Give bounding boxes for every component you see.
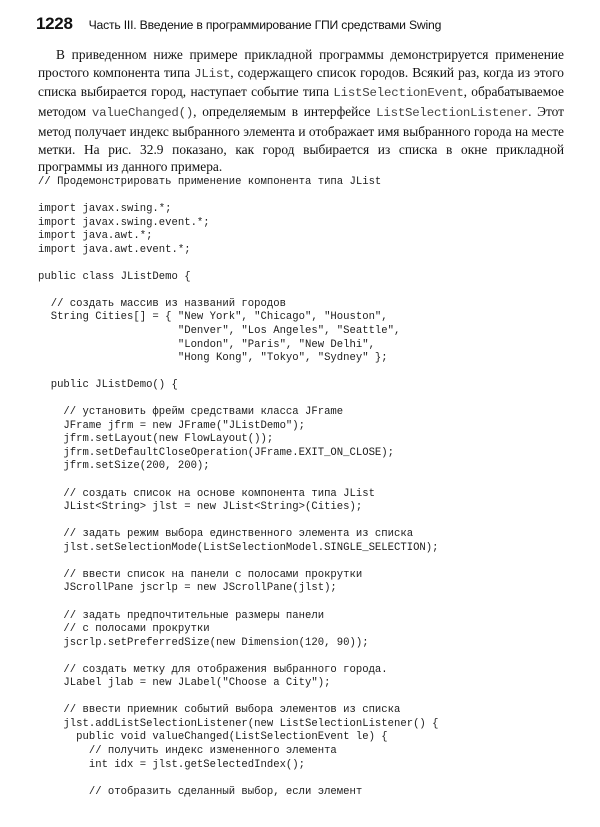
- code-line: JList<String> jlst = new JList<String>(Cities);: [38, 501, 363, 514]
- intro-paragraph: [38, 46, 564, 176]
- code-line: // ввести приемник событий выбора элементов из списка: [38, 704, 401, 717]
- code-line: "Hong Kong", "Tokyo", "Sydney" };: [38, 352, 388, 365]
- code-line: "London", "Paris", "New Delhi",: [38, 338, 375, 351]
- code-line: import java.awt.event.*;: [38, 243, 191, 256]
- code-line: [38, 257, 578, 271]
- code-line: // установить фрейм средствами класса JFrame: [38, 406, 344, 419]
- intro-text-3: , обрабатываемое методом: [38, 84, 564, 120]
- code-line: public JListDemo() {: [38, 379, 178, 392]
- code-line: jscrlp.setPreferredSize(new Dimension(120, 90));: [38, 636, 369, 649]
- code-line: import javax.swing.event.*;: [38, 216, 210, 229]
- code-line: // создать массив из названий городов: [38, 297, 286, 310]
- code-line: // задать предпочтительные размеры панели: [38, 609, 325, 622]
- code-listing: [38, 176, 578, 799]
- code-line: [38, 393, 578, 407]
- running-title: Часть III. Введение в программирование ГПИ средствами Swing: [88, 18, 442, 32]
- code-line: import java.awt.*;: [38, 230, 153, 243]
- code-line: [38, 772, 578, 786]
- intro-text-2: , содержащего список городов. Всякий раз, когда из этого списка выбирается город, наступает событие типа: [38, 64, 564, 100]
- code-line: import javax.swing.*;: [38, 203, 172, 216]
- code-line: [38, 596, 578, 610]
- code-line: [38, 474, 578, 488]
- code-line: JLabel jlab = new JLabel("Choose a City");: [38, 677, 331, 690]
- code-line: JScrollPane jscrlp = new JScrollPane(jlst);: [38, 582, 337, 595]
- code-line: [38, 284, 578, 298]
- code-line: "Denver", "Los Angeles", "Seattle",: [38, 325, 401, 338]
- code-line: // ввести список на панели с полосами прокрутки: [38, 568, 363, 581]
- intro-text-5: . Этот метод получает индекс выбранного элемента и отображает имя выбранного города на месте метки. На рис. 32.9 показано, как город выбирается из списка в окне прикладной программы из данного примера.: [38, 104, 564, 175]
- code-line: [38, 691, 578, 705]
- code-line: jlst.addListSelectionListener(new ListSelectionListener() {: [38, 717, 439, 730]
- code-line: // создать метку для отображения выбранного города.: [38, 663, 388, 676]
- code-line: [38, 555, 578, 569]
- code-line: jlst.setSelectionMode(ListSelectionModel.SINGLE_SELECTION);: [38, 541, 439, 554]
- code-line: jfrm.setLayout(new FlowLayout());: [38, 433, 274, 446]
- code-line: // Продемонстрировать применение компонента типа JList: [38, 176, 382, 188]
- intro-text-1: В приведенном ниже примере прикладной программы демонстрируется применение простого компонента типа: [38, 47, 564, 80]
- intro-text-4: , определяемым в интерфейсе: [193, 104, 377, 120]
- code-line: // с полосами прокрутки: [38, 623, 210, 636]
- code-line: // отобразить сделанный выбор, если элемент: [38, 785, 363, 798]
- code-line: jfrm.setSize(200, 200);: [38, 460, 210, 473]
- code-term-listselectionlistener: ListSelectionListener: [376, 106, 529, 121]
- code-line: [38, 366, 578, 380]
- code-line: // задать режим выбора единственного элемента из списка: [38, 528, 414, 541]
- code-line: public class JListDemo {: [38, 270, 191, 283]
- code-line: [38, 515, 578, 529]
- code-term-jlist: JList: [194, 66, 231, 81]
- code-line: int idx = jlst.getSelectedIndex();: [38, 758, 306, 771]
- code-line: [38, 190, 578, 204]
- code-line: JFrame jfrm = new JFrame("JListDemo");: [38, 419, 306, 432]
- code-line: jfrm.setDefaultCloseOperation(JFrame.EXIT_ON_CLOSE);: [38, 446, 395, 459]
- page-number: 1228: [36, 14, 73, 33]
- code-line: // создать список на основе компонента типа JList: [38, 487, 375, 500]
- page-header: [36, 14, 580, 36]
- code-term-valuechanged: valueChanged(): [91, 106, 194, 121]
- code-line: // получить индекс измененного элемента: [38, 744, 337, 757]
- code-line: String Cities[] = { "New York", "Chicago", "Houston",: [38, 311, 388, 324]
- code-term-listselectionevent: ListSelectionEvent: [333, 86, 464, 101]
- code-line: public void valueChanged(ListSelectionEvent le) {: [38, 731, 388, 744]
- code-line: [38, 650, 578, 664]
